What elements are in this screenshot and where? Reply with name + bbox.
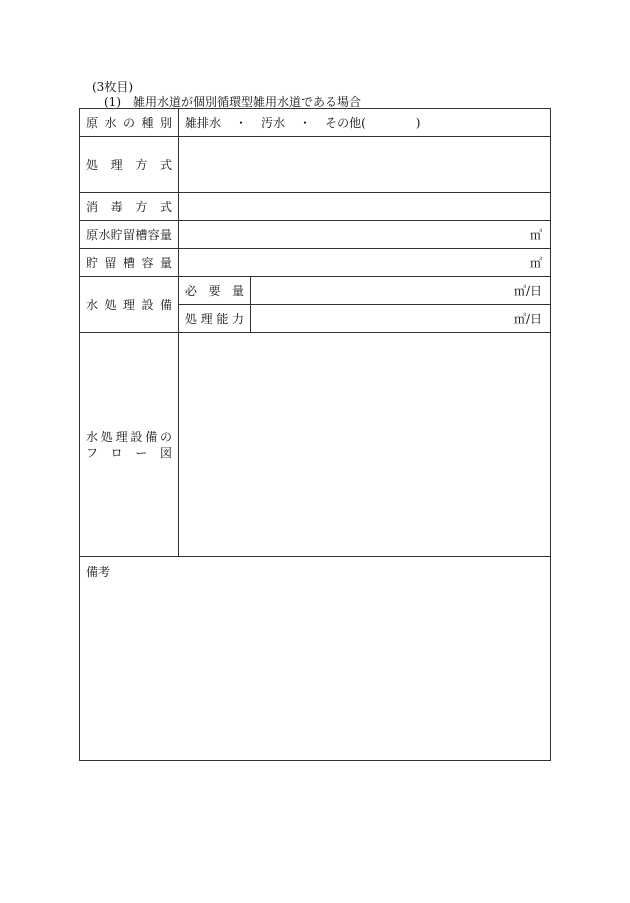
page-number: (3枚目): [92, 80, 133, 94]
disinfection-method-label: 消毒方式: [80, 193, 179, 221]
raw-storage-label: 原水貯留槽容量: [80, 221, 179, 249]
row-flow-diagram: [80, 333, 551, 557]
flow-label-line1: 水処理設備の: [86, 429, 172, 444]
row-treatment-method: [80, 137, 551, 193]
option-other-close: ): [415, 116, 421, 130]
row-source-water: [80, 109, 551, 137]
flow-label-line2: フロー図: [86, 445, 172, 460]
row-raw-storage: [80, 221, 551, 249]
disinfection-method-field[interactable]: [179, 193, 551, 221]
treatment-method-field[interactable]: [179, 137, 551, 193]
source-water-options[interactable]: [179, 109, 551, 137]
required-amount-unit: ㎥/日: [513, 284, 542, 298]
storage-unit: ㎥: [529, 256, 542, 270]
water-facility-form: [79, 108, 551, 761]
option-other: その他(: [325, 116, 366, 130]
raw-storage-unit: ㎥: [529, 228, 542, 242]
storage-field[interactable]: [179, 249, 551, 277]
row-remarks: [80, 557, 551, 761]
option-sewage: 汚水: [261, 116, 286, 130]
raw-storage-field[interactable]: [179, 221, 551, 249]
separator-dot: ・: [299, 116, 312, 130]
required-amount-field[interactable]: [251, 277, 551, 305]
facility-label: 水処理設備: [80, 277, 179, 333]
remarks-label: 備考: [86, 565, 111, 579]
capacity-field[interactable]: [251, 305, 551, 333]
row-facility-required: [80, 277, 551, 305]
flow-diagram-label: [80, 333, 179, 557]
heading-number: (1): [104, 95, 121, 109]
source-water-label: 原水の種別: [80, 109, 179, 137]
treatment-method-label: 処理方式: [80, 137, 179, 193]
required-amount-label: 必要量: [179, 277, 251, 305]
flow-diagram-field[interactable]: [179, 333, 551, 557]
row-storage: [80, 249, 551, 277]
heading-text: 雑用水道が個別循環型雑用水道である場合: [133, 95, 362, 109]
storage-label: 貯留槽容量: [80, 249, 179, 277]
option-gray-water: 雑排水: [185, 116, 222, 130]
separator-dot: ・: [235, 116, 248, 130]
capacity-label: 処理能力: [179, 305, 251, 333]
capacity-unit: ㎥/日: [513, 312, 542, 326]
remarks-field[interactable]: [80, 557, 551, 761]
row-disinfection-method: [80, 193, 551, 221]
